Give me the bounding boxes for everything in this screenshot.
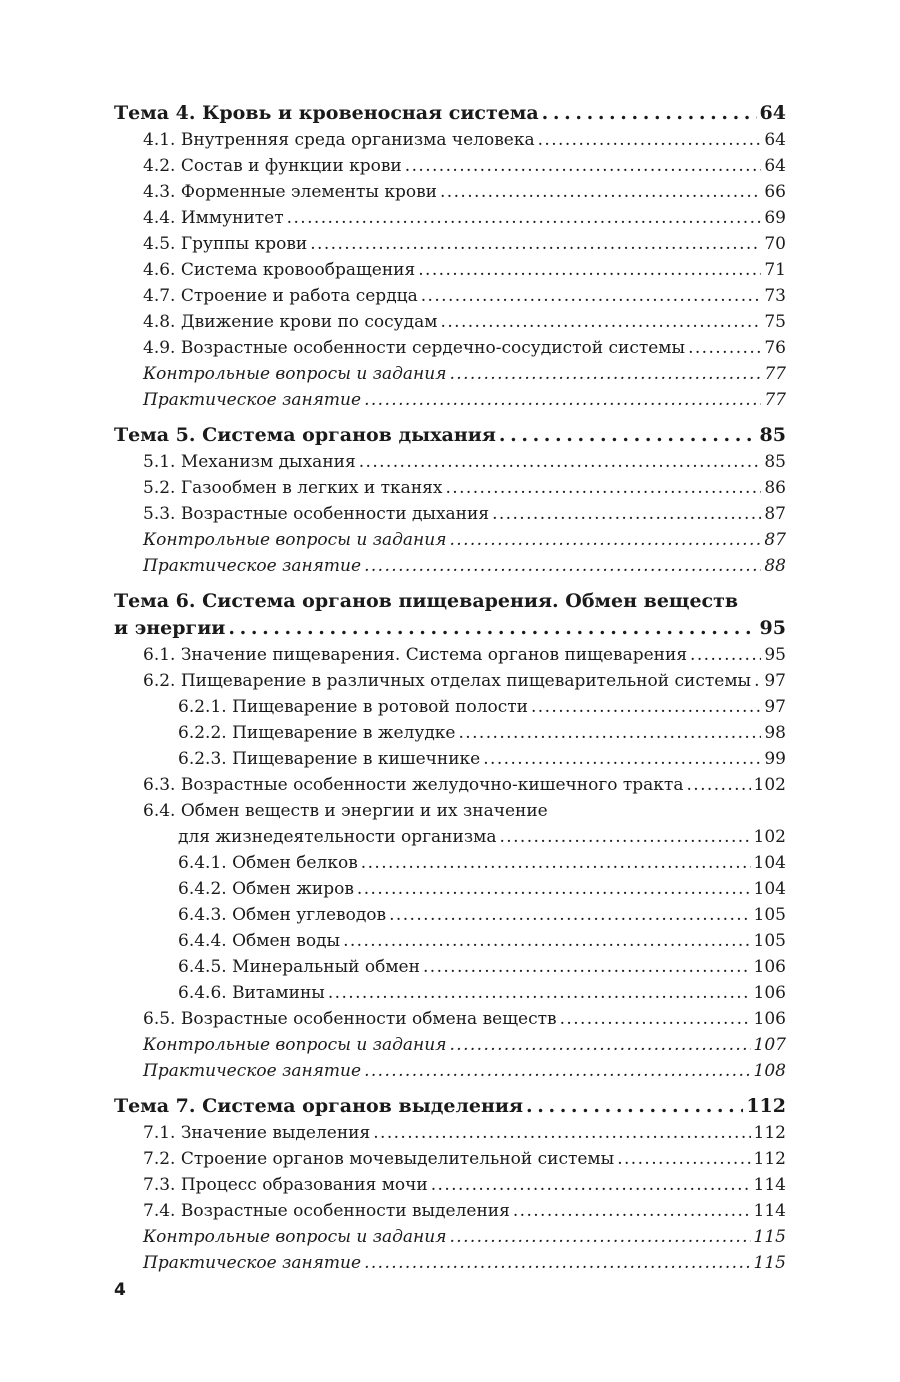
dot-leader xyxy=(445,475,761,501)
toc-page-number: 112 xyxy=(746,1095,786,1117)
toc-entry-6-4-6[interactable] xyxy=(114,980,786,1006)
dot-leader xyxy=(343,928,750,954)
toc-entry-title: Практическое занятие xyxy=(143,1061,362,1081)
toc-page-number: 76 xyxy=(764,338,786,358)
toc-entry-title: Практическое занятие xyxy=(143,1253,362,1273)
toc-entry-title: 6.4.5. Минеральный обмен xyxy=(178,957,420,977)
dot-leader xyxy=(287,205,762,231)
dot-leader xyxy=(449,1032,750,1058)
toc-page-number: 70 xyxy=(764,234,786,254)
toc-page-number: 104 xyxy=(753,853,786,873)
toc-entry-4-6[interactable] xyxy=(114,257,786,283)
dot-leader xyxy=(405,153,762,179)
toc-page-number: 77 xyxy=(764,364,786,384)
dot-leader xyxy=(513,1198,751,1224)
dot-leader xyxy=(449,1224,750,1250)
toc-page-number: 95 xyxy=(759,617,786,639)
toc-entry-4-7[interactable] xyxy=(114,283,786,309)
dot-leader xyxy=(310,231,761,257)
dot-leader xyxy=(538,127,762,153)
dot-leader xyxy=(364,1250,750,1276)
toc-entry-title: 4.8. Движение крови по сосудам xyxy=(143,312,438,332)
toc-entry-title: 7.2. Строение органов мочевыделительной системы xyxy=(143,1149,615,1169)
dot-leader xyxy=(617,1146,750,1172)
toc-entry-5-3[interactable] xyxy=(114,501,786,527)
dot-leader xyxy=(754,668,761,694)
toc-page-number: 85 xyxy=(759,424,786,446)
toc-entry-title: 6.2.3. Пищеварение в кишечнике xyxy=(178,749,481,769)
toc-page-number: 66 xyxy=(764,182,786,202)
toc-entry-7-3[interactable] xyxy=(114,1172,786,1198)
toc-page-number: 71 xyxy=(764,260,786,280)
toc-entry-title: 7.3. Процесс образования мочи xyxy=(143,1175,428,1195)
toc-entry-6-practice[interactable] xyxy=(114,1058,786,1084)
dot-leader xyxy=(531,694,761,720)
dot-leader xyxy=(492,501,761,527)
toc-page-number: 75 xyxy=(764,312,786,332)
dot-leader xyxy=(418,257,761,283)
toc-page-number: 108 xyxy=(753,1061,786,1081)
table-of-contents xyxy=(114,100,786,1276)
toc-page-number: 106 xyxy=(753,1009,786,1029)
toc-entry-6-5[interactable] xyxy=(114,1006,786,1032)
toc-page-number: 115 xyxy=(753,1227,786,1247)
dot-leader xyxy=(690,642,761,668)
toc-entry-7-questions[interactable] xyxy=(114,1224,786,1250)
toc-page-number: 102 xyxy=(753,827,786,847)
toc-page-number: 107 xyxy=(753,1035,786,1055)
dot-leader xyxy=(364,1058,750,1084)
toc-entry-title: 6.4.2. Обмен жиров xyxy=(178,879,354,899)
toc-page-number: 106 xyxy=(753,983,786,1003)
toc-entry-4-9[interactable] xyxy=(114,335,786,361)
dot-leader xyxy=(526,1093,743,1120)
toc-entry-title: 4.6. Система кровообращения xyxy=(143,260,416,280)
toc-entry-title: 4.4. Иммунитет xyxy=(143,208,284,228)
toc-page-number: 104 xyxy=(753,879,786,899)
dot-leader xyxy=(421,283,762,309)
toc-page-number: 88 xyxy=(764,556,786,576)
toc-topic-4[interactable] xyxy=(114,100,786,127)
toc-entry-7-2[interactable] xyxy=(114,1146,786,1172)
toc-entry-title: 6.4. Обмен веществ и энергии и их значение xyxy=(143,801,548,821)
page-number: 4 xyxy=(114,1280,126,1300)
toc-entry-4-practice[interactable] xyxy=(114,387,786,413)
toc-entry-title: Контрольные вопросы и задания xyxy=(143,530,447,550)
toc-entry-4-questions[interactable] xyxy=(114,361,786,387)
toc-entry-title: 4.9. Возрастные особенности сердечно-сосудистой системы xyxy=(143,338,686,358)
toc-entry-6-4-2[interactable] xyxy=(114,876,786,902)
toc-entry-4-3[interactable] xyxy=(114,179,786,205)
dot-leader xyxy=(357,876,751,902)
toc-entry-title: 6.3. Возрастные особенности желудочно-кишечного тракта xyxy=(143,775,684,795)
toc-entry-title: 6.4.6. Витамины xyxy=(178,983,325,1003)
dot-leader xyxy=(359,449,762,475)
dot-leader xyxy=(560,1006,751,1032)
dot-leader xyxy=(431,1172,751,1198)
dot-leader xyxy=(483,746,761,772)
toc-topic-title: и энергии xyxy=(114,617,226,639)
toc-topic-6[interactable] xyxy=(114,615,786,642)
toc-topic-title: Тема 4. Кровь и кровеносная система xyxy=(114,102,539,124)
toc-entry-title: 4.7. Строение и работа сердца xyxy=(143,286,418,306)
toc-entry-6-4[interactable] xyxy=(114,824,786,850)
toc-page-number: 64 xyxy=(759,102,786,124)
toc-entry-title: Контрольные вопросы и задания xyxy=(143,1035,447,1055)
toc-page-number: 114 xyxy=(753,1201,786,1221)
dot-leader xyxy=(688,335,761,361)
toc-entry-5-practice[interactable] xyxy=(114,553,786,579)
toc-entry-title: для жизнедеятельности организма xyxy=(178,827,497,847)
toc-entry-6-3[interactable] xyxy=(114,772,786,798)
toc-page-number: 102 xyxy=(753,775,786,795)
toc-entry-4-4[interactable] xyxy=(114,205,786,231)
toc-page-number: 98 xyxy=(764,723,786,743)
toc-page-number: 87 xyxy=(764,504,786,524)
toc-entry-4-5[interactable] xyxy=(114,231,786,257)
toc-entry-6-2[interactable] xyxy=(114,668,786,694)
toc-entry-title: 4.5. Группы крови xyxy=(143,234,308,254)
dot-leader xyxy=(328,980,751,1006)
toc-entry-6-4-4[interactable] xyxy=(114,928,786,954)
toc-topic-5[interactable] xyxy=(114,422,786,449)
toc-page-number: 85 xyxy=(764,452,786,472)
toc-entry-6-2-3[interactable] xyxy=(114,746,786,772)
toc-entry-title: 4.2. Состав и функции крови xyxy=(143,156,402,176)
dot-leader xyxy=(449,361,761,387)
dot-leader xyxy=(423,954,751,980)
toc-entry-4-1[interactable] xyxy=(114,127,786,153)
toc-entry-6-4-1[interactable] xyxy=(114,850,786,876)
toc-page-number: 86 xyxy=(764,478,786,498)
toc-entry-7-4[interactable] xyxy=(114,1198,786,1224)
dot-leader xyxy=(686,772,750,798)
toc-entry-7-1[interactable] xyxy=(114,1120,786,1146)
toc-page-number: 69 xyxy=(764,208,786,228)
dot-leader xyxy=(228,615,756,642)
toc-page-number: 105 xyxy=(753,905,786,925)
toc-entry-title: 6.2.2. Пищеварение в желудке xyxy=(178,723,456,743)
toc-page-number: 99 xyxy=(764,749,786,769)
toc-page-number: 114 xyxy=(753,1175,786,1195)
toc-entry-title: Практическое занятие xyxy=(143,556,362,576)
dot-leader xyxy=(499,824,750,850)
toc-entry-title: 6.5. Возрастные особенности обмена веществ xyxy=(143,1009,557,1029)
toc-entry-6-2-2[interactable] xyxy=(114,720,786,746)
dot-leader xyxy=(542,100,757,127)
toc-topic-title: Тема 5. Система органов дыхания xyxy=(114,424,496,446)
toc-entry-5-questions[interactable] xyxy=(114,527,786,553)
toc-topic-6-title-line-1[interactable]: Тема 6. Система органов пищеварения. Обмен веществ xyxy=(114,590,739,612)
toc-page-number: 106 xyxy=(753,957,786,977)
toc-entry-title: 5.2. Газообмен в легких и тканях xyxy=(143,478,443,498)
toc-entry-4-8[interactable] xyxy=(114,309,786,335)
toc-page-number: 64 xyxy=(764,156,786,176)
dot-leader xyxy=(441,309,762,335)
toc-entry-title: Практическое занятие xyxy=(143,390,362,410)
toc-entry-title: 5.1. Механизм дыхания xyxy=(143,452,356,472)
toc-entry-title: 6.1. Значение пищеварения. Система органов пищеварения xyxy=(143,645,688,665)
toc-page-number: 97 xyxy=(764,671,786,691)
toc-entry-title: 6.2. Пищеварение в различных отделах пищеварительной системы xyxy=(143,671,752,691)
dot-leader xyxy=(373,1120,750,1146)
toc-entry-4-2[interactable] xyxy=(114,153,786,179)
toc-entry-title: 6.4.4. Обмен воды xyxy=(178,931,341,951)
toc-page-number: 95 xyxy=(764,645,786,665)
toc-entry-6-2-1[interactable] xyxy=(114,694,786,720)
toc-entry-title: 6.4.3. Обмен углеводов xyxy=(178,905,387,925)
dot-leader xyxy=(361,850,751,876)
toc-entry-7-practice[interactable] xyxy=(114,1250,786,1276)
toc-page-number: 115 xyxy=(753,1253,786,1273)
toc-entry-6-1[interactable] xyxy=(114,642,786,668)
dot-leader xyxy=(364,553,761,579)
toc-entry-title: 6.2.1. Пищеварение в ротовой полости xyxy=(178,697,528,717)
toc-entry-5-2[interactable] xyxy=(114,475,786,501)
toc-entry-6-4-line-1[interactable] xyxy=(114,798,786,824)
dot-leader xyxy=(389,902,750,928)
toc-entry-6-4-3[interactable] xyxy=(114,902,786,928)
dot-leader xyxy=(499,422,757,449)
toc-page-number: 87 xyxy=(764,530,786,550)
toc-topic-title: Тема 7. Система органов выделения xyxy=(114,1095,524,1117)
toc-page-number: 97 xyxy=(764,697,786,717)
toc-entry-5-1[interactable] xyxy=(114,449,786,475)
toc-page-number: 64 xyxy=(764,130,786,150)
toc-entry-title: Контрольные вопросы и задания xyxy=(143,1227,447,1247)
toc-page-number: 73 xyxy=(764,286,786,306)
toc-entry-title: 5.3. Возрастные особенности дыхания xyxy=(143,504,490,524)
toc-page-number: 112 xyxy=(753,1149,786,1169)
toc-entry-title: 4.1. Внутренняя среда организма человека xyxy=(143,130,535,150)
dot-leader xyxy=(459,720,762,746)
toc-page-number: 112 xyxy=(753,1123,786,1143)
dot-leader xyxy=(364,387,761,413)
dot-leader xyxy=(449,527,761,553)
toc-entry-title: 7.4. Возрастные особенности выделения xyxy=(143,1201,510,1221)
toc-entry-title: 7.1. Значение выделения xyxy=(143,1123,371,1143)
toc-page-number: 105 xyxy=(753,931,786,951)
dot-leader xyxy=(440,179,761,205)
toc-entry-title: Контрольные вопросы и задания xyxy=(143,364,447,384)
toc-entry-6-4-5[interactable] xyxy=(114,954,786,980)
toc-entry-title: 4.3. Форменные элементы крови xyxy=(143,182,437,202)
toc-topic-7[interactable] xyxy=(114,1093,786,1120)
toc-entry-title: 6.4.1. Обмен белков xyxy=(178,853,358,873)
toc-page-number: 77 xyxy=(764,390,786,410)
toc-entry-6-questions[interactable] xyxy=(114,1032,786,1058)
